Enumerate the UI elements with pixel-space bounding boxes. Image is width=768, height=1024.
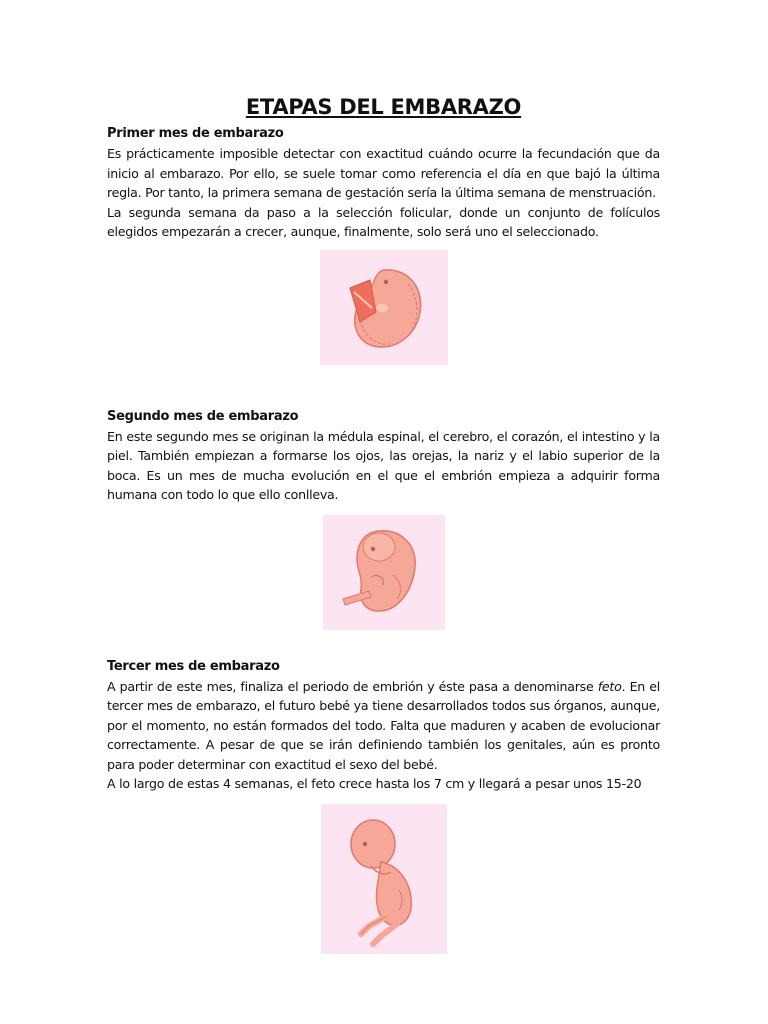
section-heading-third-month: Tercer mes de embarazo <box>107 658 280 674</box>
paragraph-text: A partir de este mes, finaliza el periodo de embrión y éste pasa a denominarse <box>107 678 598 694</box>
embryo-first-month-image <box>320 250 448 365</box>
section-paragraph: A lo largo de estas 4 semanas, el feto crece hasta los 7 cm y llegará a pesar unos 15-20 <box>107 776 642 791</box>
section-paragraph: En este segundo mes se originan la médula espinal, el cerebro, el corazón, el intestino y la piel. También empiezan a formarse los ojos, las orejas, la nariz y el labio superior de la boca. Es un mes de mucha evolución en el que el embrión empieza a adquirir forma humana con todo lo que ello conlleva. <box>107 428 660 502</box>
fetus-third-month-image <box>321 804 447 954</box>
emphasis-text: feto <box>597 678 622 694</box>
paragraph-text: . En el tercer mes de embarazo, el futuro bebé ya tiene desarrollados todos sus órganos, aunque, por el momento, no están formados del todo. Falta que maduren y acaben de evolucionar correctamente. A pesar de que se irán definiendo también los genitales, aún es pronto para poder determinar con exactitud el sexo del bebé. <box>107 678 661 772</box>
embryo-second-month-image <box>323 515 445 630</box>
section-paragraph: La segunda semana da paso a la selección folicular, donde un conjunto de folículos elegidos empezarán a crecer, aunque, finalmente, solo será uno el seleccionado. <box>107 204 660 239</box>
document-title: ETAPAS DEL EMBARAZO <box>245 95 522 119</box>
section-heading-first-month: Primer mes de embarazo <box>107 126 284 141</box>
section-heading-second-month: Segundo mes de embarazo <box>107 408 299 424</box>
section-paragraph: Es prácticamente imposible detectar con exactitud cuándo ocurre la fecundación que da inicio al embarazo. Por ello, se suele tomar como referencia el día en que bajó la última regla. Por tanto, la primera semana de gestación sería la última semana de menstruación. <box>107 146 660 200</box>
section-paragraph <box>107 677 660 775</box>
document-page <box>107 92 660 954</box>
